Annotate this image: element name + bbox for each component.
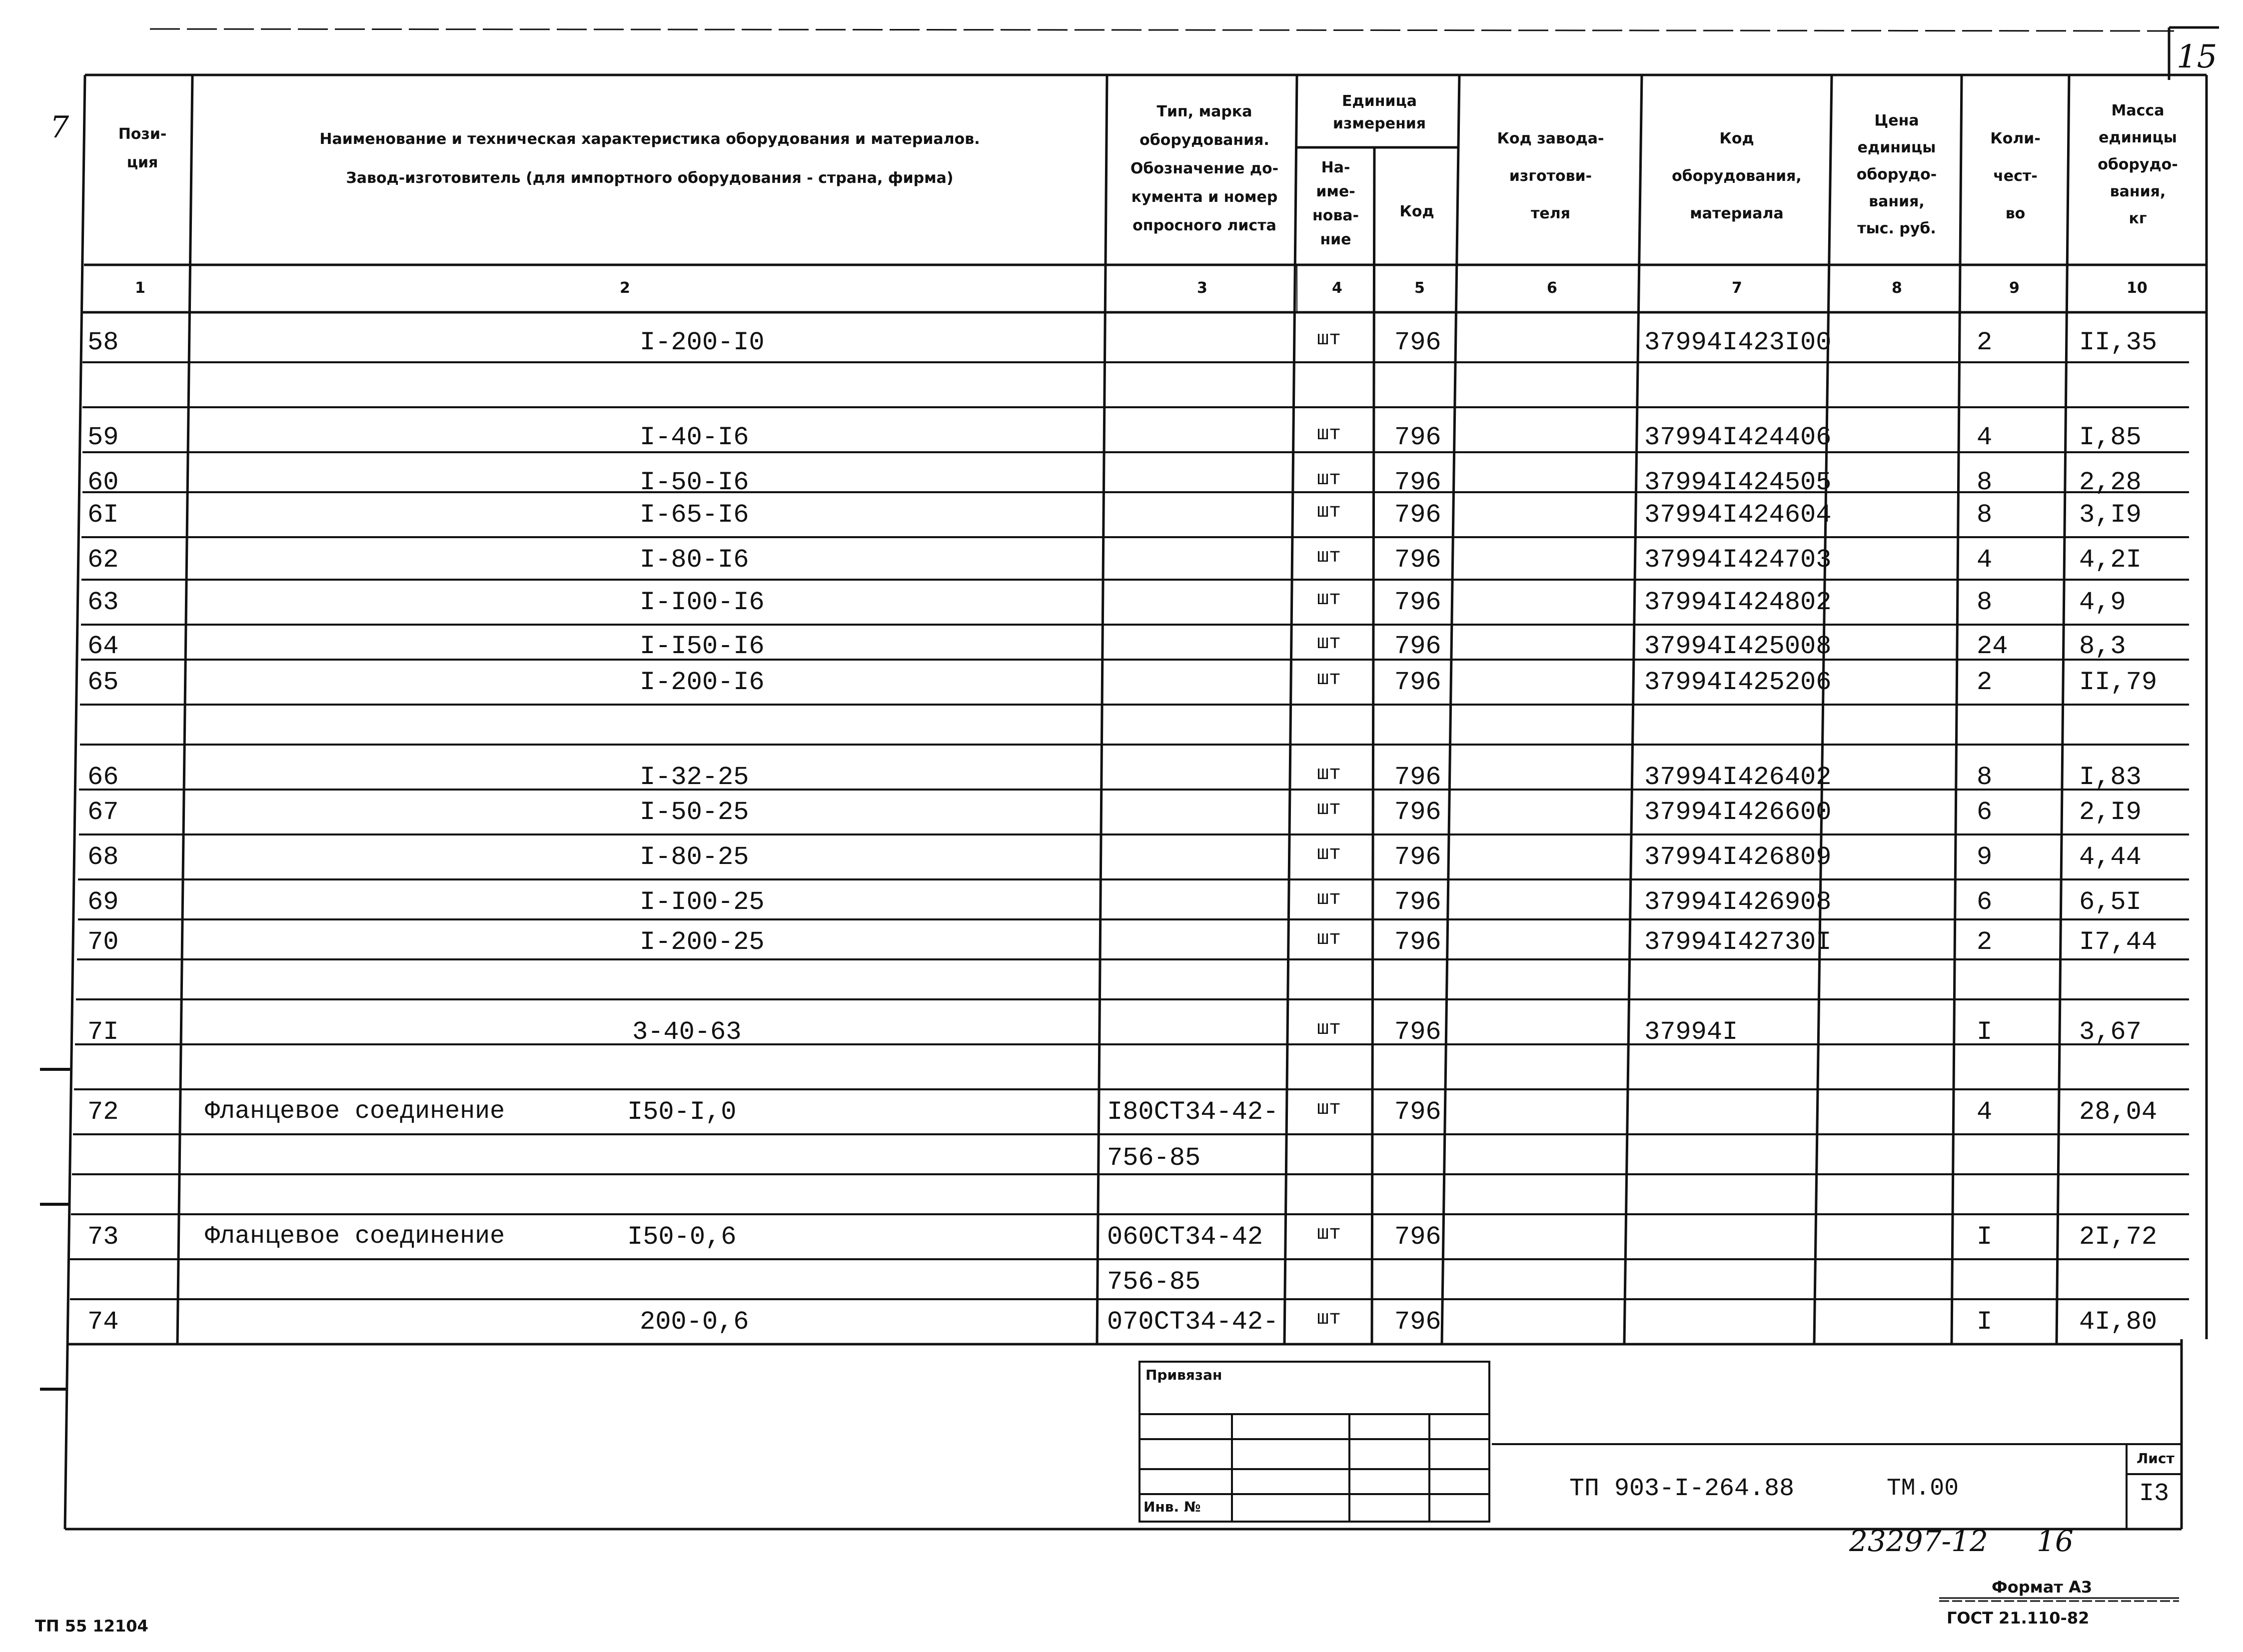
row-equipment-code: 37994I42730I (1644, 927, 1832, 957)
row-document: I80CT34-42- (1107, 1097, 1279, 1127)
row-mark: I-200-I0 (640, 328, 765, 357)
stamp-bound-label: Привязан (1145, 1367, 1222, 1383)
row-mass: 2,I9 (2079, 798, 2142, 827)
row-quantity: 24 (1977, 632, 2008, 661)
row-quantity: 4 (1977, 545, 1993, 575)
row-position: 62 (87, 545, 119, 575)
row-mass: 3,I9 (2079, 500, 2142, 530)
row-unit: шт (1317, 798, 1341, 821)
row-quantity: 4 (1977, 1097, 1993, 1127)
row-unit-code: 796 (1394, 668, 1441, 697)
document-code: ТП 903-I-264.88 (1569, 1475, 1795, 1503)
col-number: 7 (1732, 279, 1742, 297)
row-equipment-code: 37994I426908 (1644, 887, 1832, 917)
row-mark: I-80-25 (640, 842, 749, 872)
row-document: 070CT34-42- (1107, 1307, 1279, 1337)
row-unit-code: 796 (1394, 468, 1441, 497)
row-mark: I-50-25 (640, 798, 749, 827)
row-position: 73 (87, 1222, 119, 1252)
row-document: 060CT34-42 (1107, 1222, 1263, 1252)
row-quantity: 8 (1977, 588, 1993, 617)
col-number: 5 (1414, 279, 1425, 297)
row-mass: 8,3 (2079, 632, 2126, 661)
handwritten-number: 23297-12 (1849, 1524, 1988, 1558)
row-unit-code: 796 (1394, 1017, 1441, 1047)
row-mark: I-80-I6 (640, 545, 749, 575)
header-name: Наименование и техническая характеристика оборудования и материалов. Завод-изготовитель (для импортного оборудования - страна, фирма) (319, 130, 980, 187)
row-equipment-code: 37994I424703 (1644, 545, 1832, 575)
row-quantity: 2 (1977, 668, 1993, 697)
row-unit: шт (1317, 763, 1341, 786)
row-unit-code: 796 (1394, 1222, 1441, 1252)
row-unit-code: 796 (1394, 500, 1441, 530)
row-mark: I-200-25 (640, 927, 765, 957)
row-position: 72 (87, 1097, 119, 1127)
row-mass: 2,28 (2079, 468, 2142, 497)
row-equipment-code: 37994I425206 (1644, 668, 1832, 697)
col-number: 9 (2009, 279, 2020, 297)
gost-label: ГОСТ 21.110-82 (1947, 1609, 2090, 1628)
row-mark: I-I50-I6 (640, 632, 765, 661)
margin-mark: 7 (50, 110, 69, 145)
row-mark: 3-40-63 (632, 1017, 742, 1047)
row-mark: I50-0,6 (627, 1222, 737, 1252)
row-mark: I-50-I6 (640, 468, 749, 497)
row-mass: I,83 (2079, 763, 2142, 792)
row-quantity: I (1977, 1307, 1993, 1337)
row-unit: шт (1317, 888, 1341, 910)
sheet-corner-number: 15 (2177, 38, 2218, 75)
row-document-continued: 756-85 (1107, 1267, 1201, 1297)
row-unit: шт (1317, 1308, 1341, 1330)
row-mass: I7,44 (2079, 927, 2158, 957)
handwritten-page: 16 (2037, 1524, 2074, 1558)
document-section: ТМ.00 (1887, 1475, 1959, 1502)
row-name: Фланцевое соединение (205, 1097, 505, 1126)
row-mark: I-40-I6 (640, 423, 749, 452)
row-position: 67 (87, 798, 119, 827)
row-quantity: 6 (1977, 887, 1993, 917)
row-quantity: 6 (1977, 798, 1993, 827)
row-equipment-code: 37994I426809 (1644, 842, 1832, 872)
row-position: 60 (87, 468, 119, 497)
row-quantity: 9 (1977, 842, 1993, 872)
row-position: 65 (87, 668, 119, 697)
row-mass: II,79 (2079, 668, 2158, 697)
col-number: 1 (135, 279, 145, 297)
row-unit-code: 796 (1394, 887, 1441, 917)
format-label: Формат А3 (1992, 1578, 2093, 1597)
row-mark: I-I00-I6 (640, 588, 765, 617)
row-unit: шт (1317, 668, 1341, 691)
row-mass: II,35 (2079, 328, 2158, 357)
row-position: 74 (87, 1307, 119, 1337)
col-number: 10 (2127, 279, 2148, 297)
stamp-inventory-label: Инв. № (1143, 1499, 1201, 1515)
row-quantity: 2 (1977, 328, 1993, 357)
row-position: 66 (87, 763, 119, 792)
row-equipment-code: 37994I423I00 (1644, 328, 1832, 357)
row-quantity: I (1977, 1017, 1993, 1047)
row-unit: шт (1317, 423, 1341, 446)
row-unit: шт (1317, 928, 1341, 950)
row-position: 58 (87, 328, 119, 357)
row-unit-code: 796 (1394, 588, 1441, 617)
row-mass: 2I,72 (2079, 1222, 2158, 1252)
col-number: 8 (1892, 279, 1902, 297)
sheet-label: Лист (2137, 1450, 2175, 1467)
row-equipment-code: 37994I424802 (1644, 588, 1832, 617)
row-mass: 4I,80 (2079, 1307, 2158, 1337)
row-unit: шт (1317, 468, 1341, 491)
row-unit-code: 796 (1394, 842, 1441, 872)
header-position: Пози- ция (118, 125, 167, 171)
row-equipment-code: 37994I (1644, 1017, 1738, 1047)
row-quantity: 8 (1977, 763, 1993, 792)
row-equipment-code: 37994I424505 (1644, 468, 1832, 497)
row-position: 70 (87, 927, 119, 957)
row-unit-code: 796 (1394, 927, 1441, 957)
header-equipment-code: Код оборудования, материала (1672, 130, 1802, 222)
row-unit: шт (1317, 632, 1341, 655)
row-mark: I-65-I6 (640, 500, 749, 530)
row-mass: 28,04 (2079, 1097, 2158, 1127)
row-quantity: 4 (1977, 423, 1993, 452)
header-unit-name: На- име- нова- ние (1312, 159, 1359, 248)
row-position: 69 (87, 887, 119, 917)
col-number: 6 (1547, 279, 1557, 297)
row-unit: шт (1317, 1018, 1341, 1040)
row-mark: I50-I,0 (627, 1097, 737, 1127)
row-unit: шт (1317, 328, 1341, 351)
sheet-number: I3 (2139, 1480, 2170, 1508)
row-unit-code: 796 (1394, 1097, 1441, 1127)
row-position: 6I (87, 500, 119, 530)
row-unit: шт (1317, 843, 1341, 865)
row-name: Фланцевое соединение (205, 1222, 505, 1251)
row-mass: 4,9 (2079, 588, 2126, 617)
row-equipment-code: 37994I426402 (1644, 763, 1832, 792)
row-equipment-code: 37994I424604 (1644, 500, 1832, 530)
row-unit-code: 796 (1394, 1307, 1441, 1337)
header-factory-code: Код завода- изготови- теля (1497, 130, 1604, 222)
row-mark: I-I00-25 (640, 887, 765, 917)
row-unit: шт (1317, 1098, 1341, 1120)
row-mass: 3,67 (2079, 1017, 2142, 1047)
header-price: Цена единицы оборудо- вания, тыс. руб. (1856, 112, 1937, 237)
row-quantity: I (1977, 1222, 1993, 1252)
row-quantity: 8 (1977, 468, 1993, 497)
row-unit: шт (1317, 588, 1341, 611)
row-document-continued: 756-85 (1107, 1143, 1201, 1173)
row-unit: шт (1317, 546, 1341, 568)
row-equipment-code: 37994I425008 (1644, 632, 1832, 661)
row-position: 59 (87, 423, 119, 452)
row-equipment-code: 37994I424406 (1644, 423, 1832, 452)
row-mass: 6,5I (2079, 887, 2142, 917)
row-mark: I-200-I6 (640, 668, 765, 697)
row-position: 64 (87, 632, 119, 661)
row-unit-code: 796 (1394, 798, 1441, 827)
header-unit-group: Единица измерения (1332, 92, 1426, 132)
row-quantity: 2 (1977, 927, 1993, 957)
row-quantity: 8 (1977, 500, 1993, 530)
row-mass: 4,2I (2079, 545, 2142, 575)
row-equipment-code: 37994I426600 (1644, 798, 1832, 827)
row-position: 7I (87, 1017, 119, 1047)
row-position: 68 (87, 842, 119, 872)
row-unit-code: 796 (1394, 545, 1441, 575)
row-unit-code: 796 (1394, 423, 1441, 452)
row-mark: 200-0,6 (640, 1307, 749, 1337)
row-position: 63 (87, 588, 119, 617)
row-unit: шт (1317, 501, 1341, 523)
header-unit-code: Код (1399, 203, 1434, 220)
header-mass: Масса единицы оборудо- вания, кг (2098, 102, 2178, 227)
row-unit-code: 796 (1394, 328, 1441, 357)
row-mark: I-32-25 (640, 763, 749, 792)
footer-left-code: ТП 55 12104 (35, 1617, 148, 1636)
header-type: Тип, марка оборудования. Обозначение до- кумента и номер опросного листа (1130, 103, 1279, 234)
col-number: 4 (1332, 279, 1342, 297)
row-mass: I,85 (2079, 423, 2142, 452)
row-unit: шт (1317, 1223, 1341, 1245)
row-unit-code: 796 (1394, 763, 1441, 792)
col-number: 3 (1197, 279, 1207, 297)
row-unit-code: 796 (1394, 632, 1441, 661)
header-quantity: Коли- чест- во (1990, 130, 2041, 222)
col-number: 2 (620, 279, 630, 297)
row-mass: 4,44 (2079, 842, 2142, 872)
